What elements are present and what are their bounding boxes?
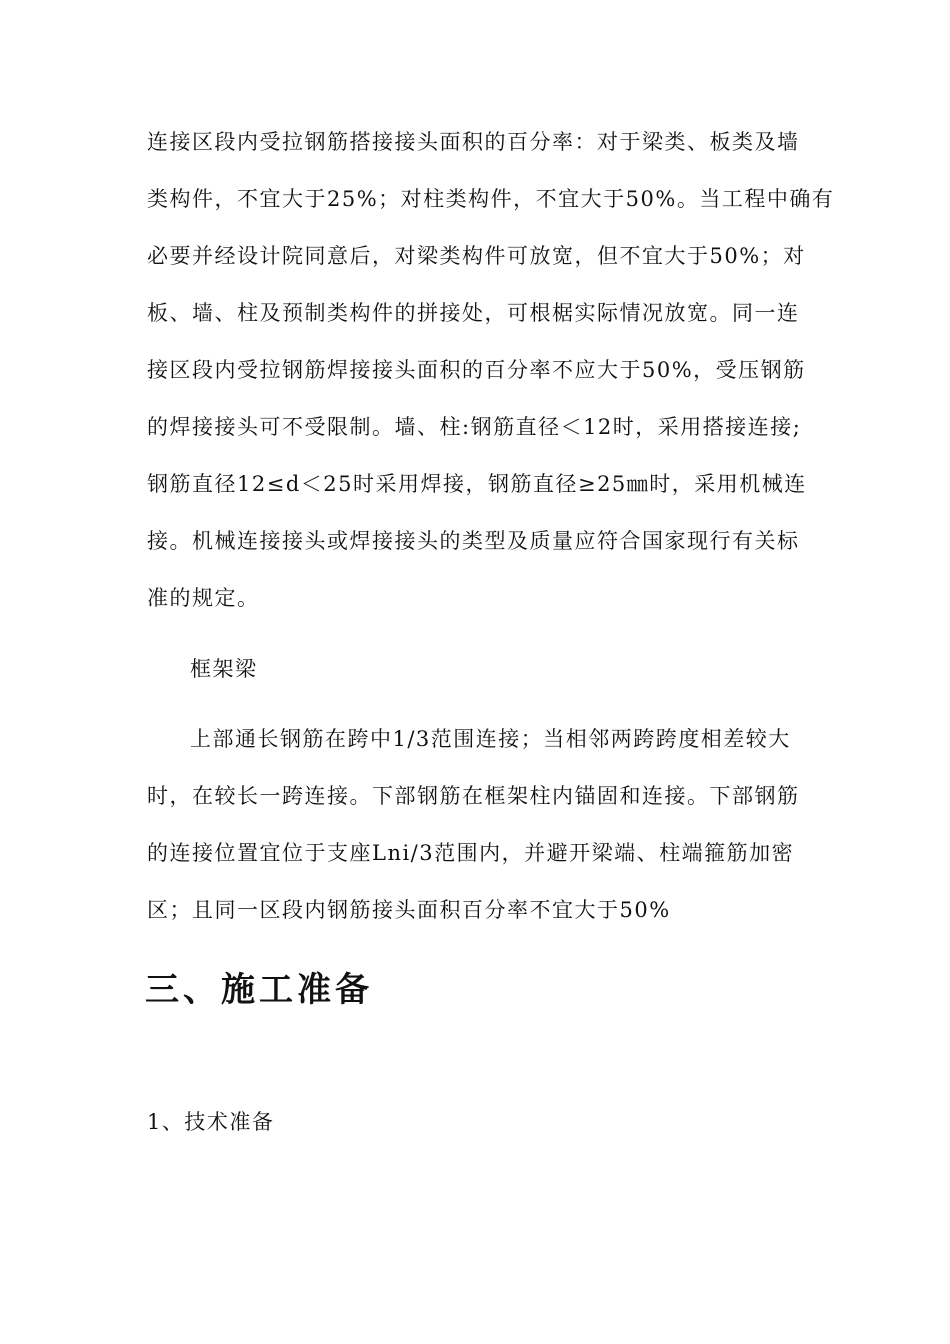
paragraph-line: 上部通长钢筋在跨中1/3范围连接；当相邻两跨跨度相差较大 [190,727,791,751]
paragraph-line: 接区段内受拉钢筋焊接接头面积的百分率不应大于50%，受压钢筋 [147,358,806,382]
paragraph-line: 连接区段内受拉钢筋搭接接头面积的百分率：对于梁类、板类及墙 [147,130,800,154]
paragraph-line: 接。机械连接接头或焊接接头的类型及质量应符合国家现行有关标 [147,529,800,553]
paragraph-line: 必要并经设计院同意后，对梁类构件可放宽，但不宜大于50%；对 [147,244,806,268]
subsection-title: 框架梁 [190,657,258,681]
paragraph-line: 区；且同一区段内钢筋接头面积百分率不宜大于50% [147,898,671,922]
paragraph-line: 的焊接接头可不受限制。墙、柱:钢筋直径＜12时，采用搭接连接; [147,415,802,439]
paragraph-line: 的连接位置宜位于支座Lni/3范围内，并避开梁端、柱端箍筋加密 [147,841,795,865]
subsection-heading: 1、技术准备 [147,1110,275,1134]
paragraph-line: 时，在较长一跨连接。下部钢筋在框架柱内锚固和连接。下部钢筋 [147,784,800,808]
paragraph-line: 类构件，不宜大于25%；对柱类构件，不宜大于50%。当工程中确有 [147,187,835,211]
paragraph-line: 准的规定。 [147,586,260,610]
paragraph-line: 钢筋直径12≤d＜25时采用焊接，钢筋直径≥25㎜时，采用机械连 [147,472,807,496]
section-heading: 三、施工准备 [145,970,373,1010]
paragraph-line: 板、墙、柱及预制类构件的拼接处，可根椐实际情况放宽。同一连 [147,301,800,325]
